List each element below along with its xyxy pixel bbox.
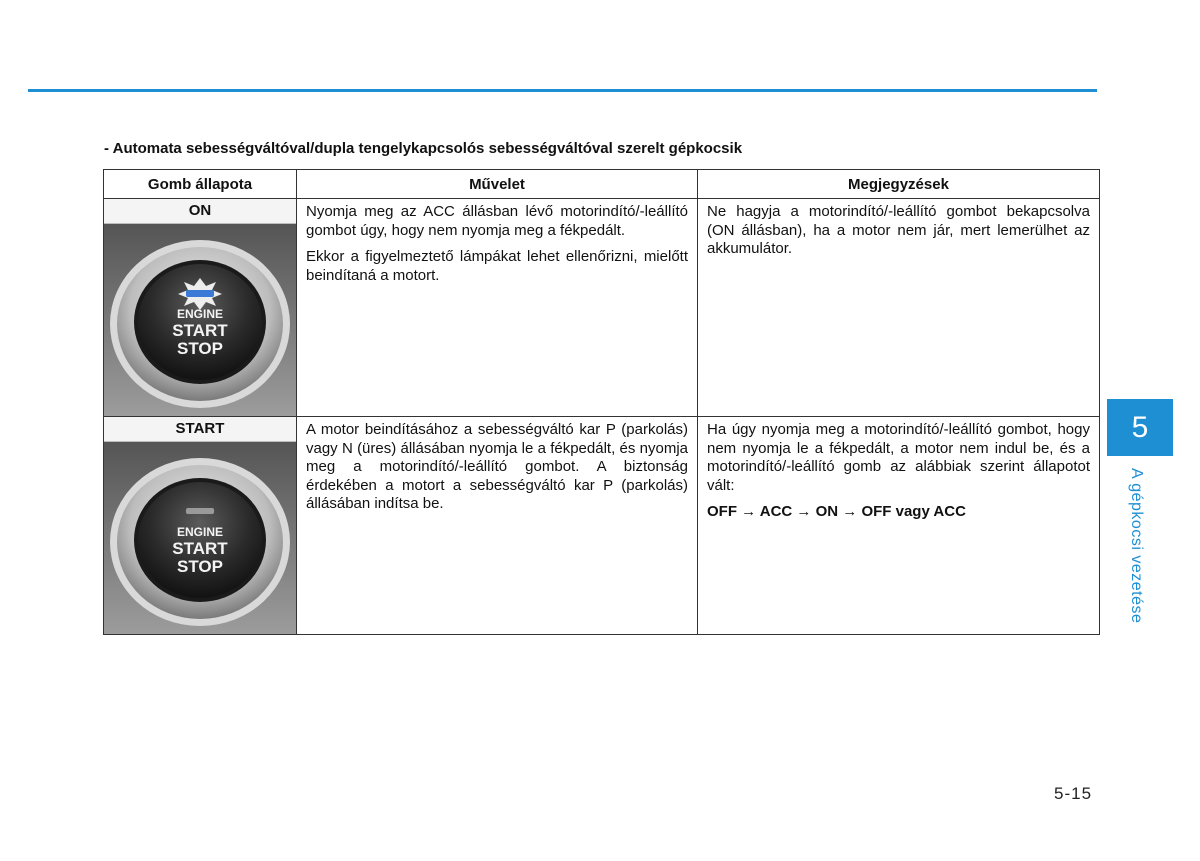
- action-paragraph: A motor beindításához a sebességváltó kar P (parkolás) vagy N (üres) állásában nyomja le a fékpedált, és nyomja meg a motorindító/-leállító gombot. A biztonság érdekében a motort a sebességváltó kar P (parkolás) állásában indítsa be.: [306, 421, 688, 512]
- state-cell-start: [104, 417, 297, 635]
- svg-text:START: START: [172, 539, 228, 558]
- table-header-row: [104, 170, 1100, 199]
- notes-paragraph: Ne hagyja a motorindító/-leállító gombot bekapcsolva (ON állásban), ha a motor nem jár, mert lemerülhet az akkumulátor.: [707, 203, 1090, 257]
- action-paragraph: Nyomja meg az ACC állásban lévő motorindító/-leállító gombot úgy, hogy nem nyomja meg a fékpedált.: [306, 203, 688, 239]
- page-number: 5-15: [1054, 784, 1093, 803]
- svg-text:START: START: [172, 321, 228, 340]
- header-rule: [28, 89, 1097, 92]
- table-row: [104, 417, 1100, 635]
- svg-text:STOP: STOP: [177, 339, 223, 358]
- state-label: ON: [104, 199, 296, 224]
- state-cell-on: [104, 199, 297, 417]
- action-cell-on: [297, 199, 698, 417]
- button-label-text: [172, 307, 228, 358]
- button-label-text: [172, 525, 228, 576]
- column-header-action: Művelet: [297, 170, 698, 199]
- indicator-off-icon: [186, 508, 214, 514]
- engine-start-button-off-image: [104, 442, 296, 634]
- state-sequence: OFF → ACC → ON → OFF vagy ACC: [707, 503, 966, 520]
- section-heading: - Automata sebességváltóval/dupla tengelykapcsolós sebességváltóval szerelt gépkocsik: [104, 140, 743, 157]
- button-state-table: [103, 169, 1100, 635]
- chapter-title: A gépkocsi vezetése: [1128, 468, 1145, 624]
- engine-start-button-on-image: [104, 224, 296, 416]
- column-header-state: Gomb állapota: [104, 170, 297, 199]
- notes-cell-start: [698, 417, 1100, 635]
- notes-paragraph: Ha úgy nyomja meg a motorindító/-leállító gombot, hogy nem nyomja le a fékpedált, a motor nem indul be, és a motorindító/-leállító gomb az alábbiak szerint állapotot vált:: [707, 421, 1090, 494]
- state-label: START: [104, 417, 296, 442]
- indicator-lit-icon: [178, 278, 222, 310]
- chapter-number-tab: 5: [1107, 399, 1173, 456]
- action-cell-start: [297, 417, 698, 635]
- notes-cell-on: [698, 199, 1100, 417]
- table-row: [104, 199, 1100, 417]
- column-header-notes: Megjegyzések: [698, 170, 1100, 199]
- svg-text:ENGINE: ENGINE: [176, 307, 224, 321]
- svg-text:STOP: STOP: [177, 557, 223, 576]
- action-paragraph: Ekkor a figyelmeztető lámpákat lehet ellenőrizni, mielőtt beindítaná a motort.: [306, 248, 688, 284]
- svg-text:ENGINE: ENGINE: [176, 525, 224, 539]
